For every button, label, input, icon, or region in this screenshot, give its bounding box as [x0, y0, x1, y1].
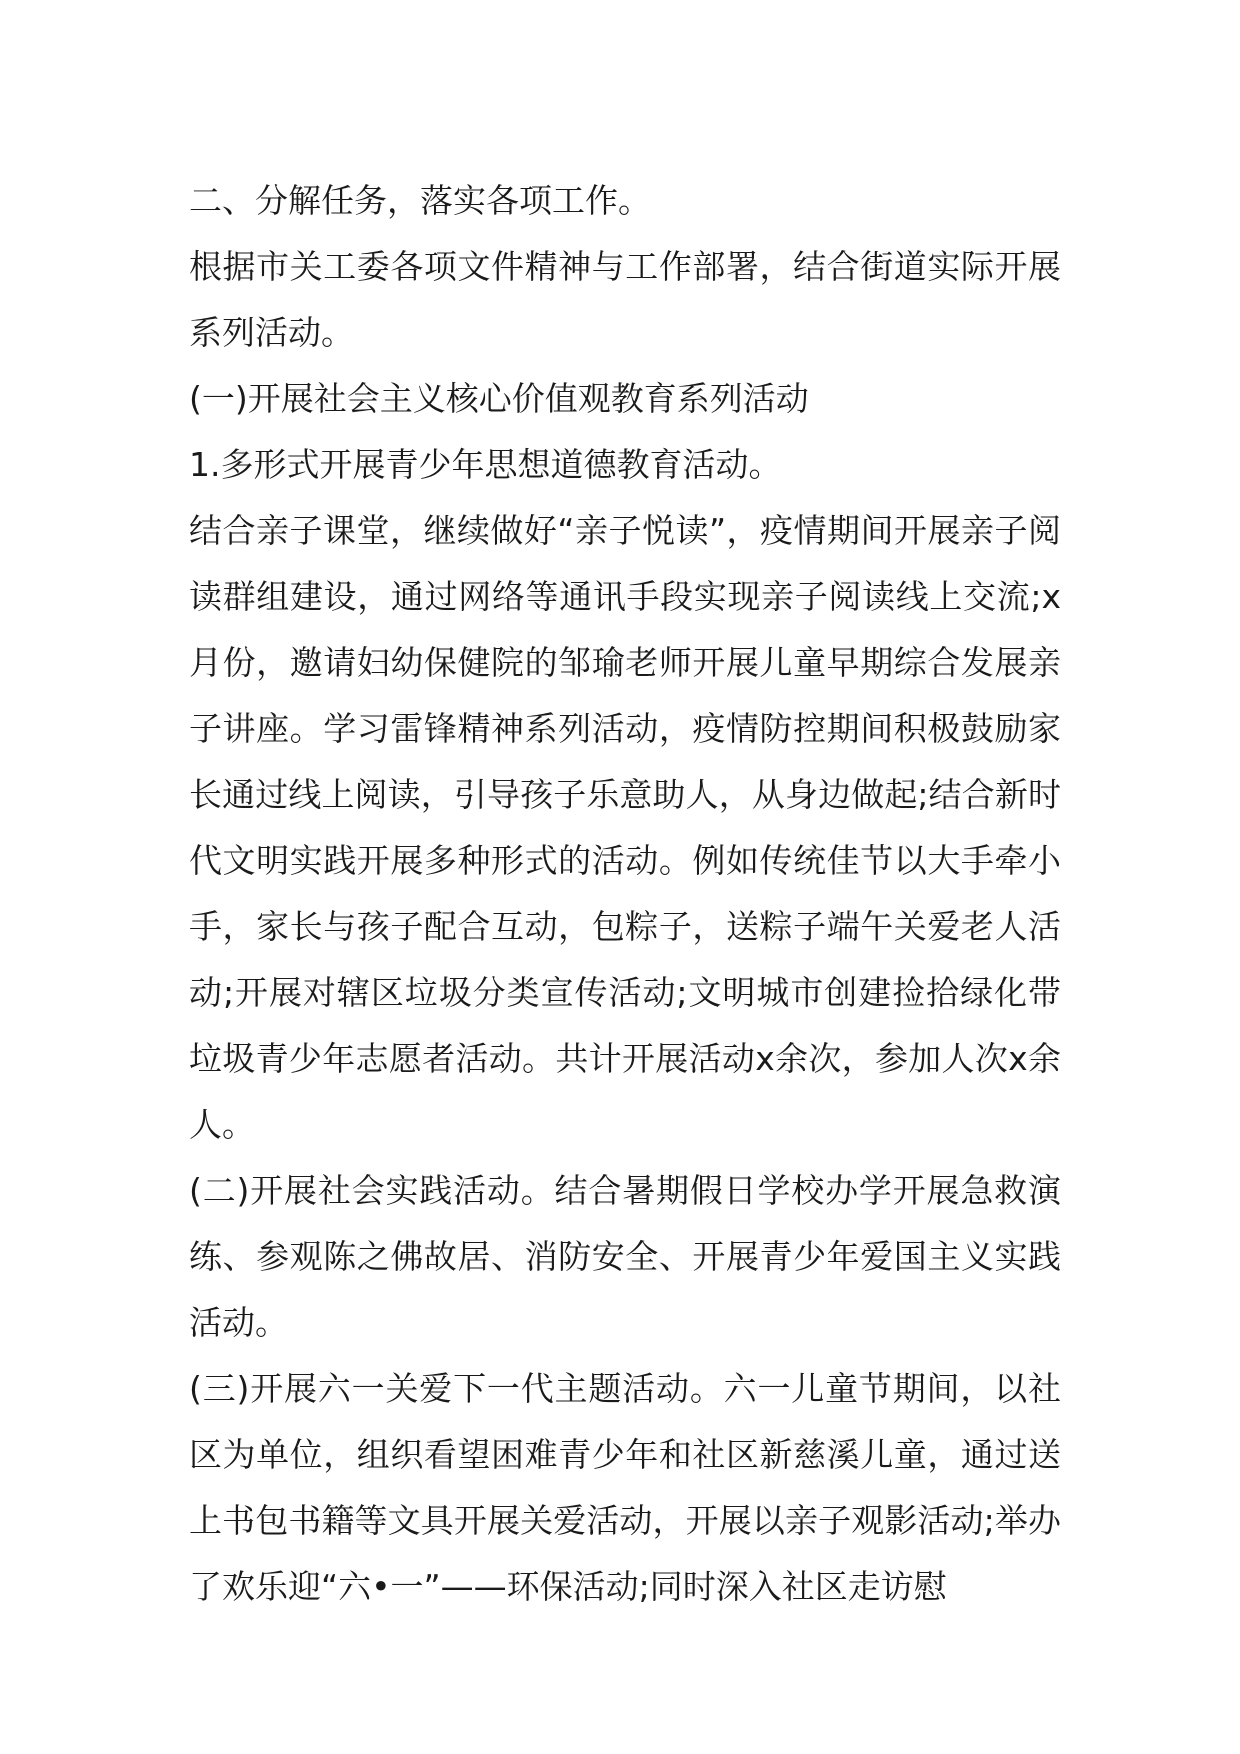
document-body	[189, 168, 1061, 1620]
body-paragraph: (二)开展社会实践活动。结合暑期假日学校办学开展急救演练、参观陈之佛故居、消防安全、开展青少年爱国主义实践活动。	[189, 1171, 1061, 1342]
body-paragraph: (三)开展六一关爱下一代主题活动。六一儿童节期间，以社区为单位，组织看望困难青少年和社区新慈溪儿童，通过送上书包书籍等文具开展关爱活动，开展以亲子观影活动;举办了欢乐迎“六•一”——环保活动;同时深入社区走访慰	[189, 1369, 1061, 1606]
section-heading: 二、分解任务，落实各项工作。	[189, 181, 651, 220]
subsection-heading: (一)开展社会主义核心价值观教育系列活动	[189, 379, 809, 418]
body-paragraph: 根据市关工委各项文件精神与工作部署，结合街道实际开展系列活动。	[189, 247, 1061, 352]
body-paragraph: 结合亲子课堂，继续做好“亲子悦读”，疫情期间开展亲子阅读群组建设，通过网络等通讯手段实现亲子阅读线上交流;x月份，邀请妇幼保健院的邹瑜老师开展儿童早期综合发展亲子讲座。学习雷锋精神系列活动，疫情防控期间积极鼓励家长通过线上阅读，引导孩子乐意助人，从身边做起;结合新时代文明实践开展多种形式的活动。例如传统佳节以大手牵小手，家长与孩子配合互动，包粽子，送粽子端午关爱老人活动;开展对辖区垃圾分类宣传活动;文明城市创建捡拾绿化带垃圾青少年志愿者活动。共计开展活动x余次，参加人次x余人。	[189, 511, 1061, 1144]
item-heading: 1.多形式开展青少年思想道德教育活动。	[189, 445, 782, 484]
